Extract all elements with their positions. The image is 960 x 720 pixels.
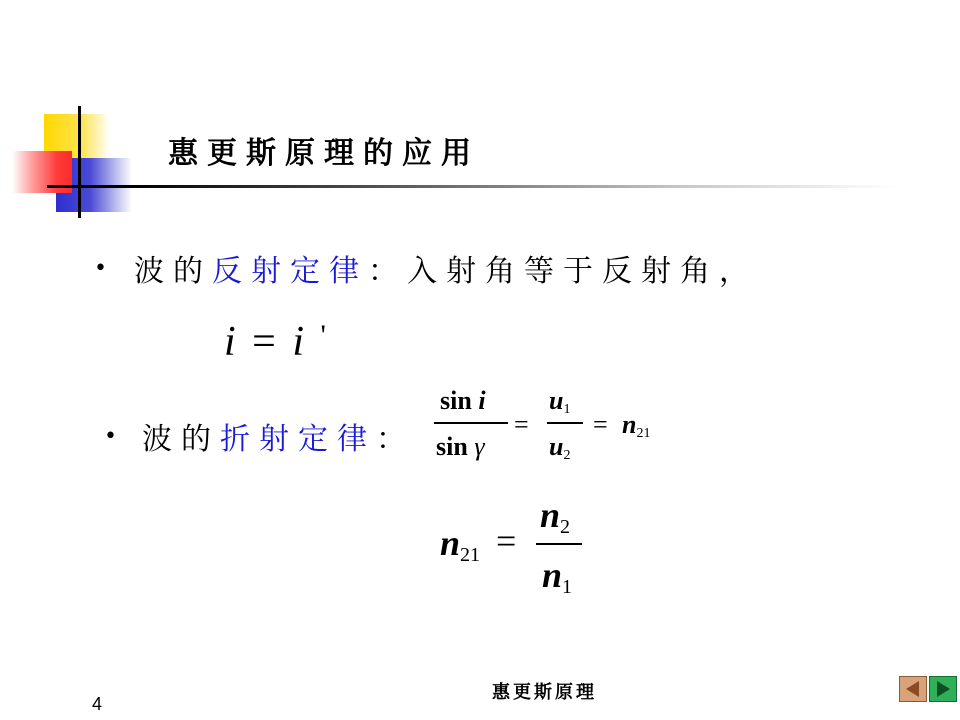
frac2-bar bbox=[547, 422, 583, 424]
eq-1: = bbox=[514, 410, 529, 439]
formula-eq: = bbox=[252, 319, 276, 365]
sub-1: 1 bbox=[563, 402, 571, 417]
page-number: 4 bbox=[92, 694, 103, 714]
triangle-right-icon bbox=[930, 677, 956, 701]
index-denominator bbox=[542, 554, 572, 599]
index-eq: = bbox=[496, 521, 517, 561]
eq-2: = bbox=[593, 410, 608, 439]
index-symbol-n: n bbox=[440, 523, 461, 563]
reflection-prefix: 波的 bbox=[134, 254, 212, 289]
frac2-numerator bbox=[549, 386, 570, 418]
symbol-gamma: γ bbox=[474, 432, 485, 461]
index-sub-2: 2 bbox=[560, 516, 571, 538]
symbol-u-top: u bbox=[549, 386, 564, 415]
sub-21: 21 bbox=[636, 426, 651, 441]
frac1-numerator bbox=[440, 386, 486, 416]
index-numerator bbox=[540, 494, 570, 539]
symbol-i: i bbox=[478, 386, 486, 415]
formula-prime: ' bbox=[320, 319, 326, 352]
bullet-refraction: • bbox=[104, 424, 117, 449]
formula-rhs: i bbox=[292, 319, 305, 365]
reflection-suffix: 入射角等于反射角， bbox=[407, 254, 758, 289]
reflection-formula bbox=[224, 318, 326, 366]
n21-term bbox=[622, 410, 650, 442]
slide-title: 惠更斯原理的应用 bbox=[168, 136, 480, 171]
formula-lhs: i bbox=[224, 319, 236, 365]
next-slide-button[interactable] bbox=[929, 676, 957, 702]
symbol-n: n bbox=[622, 410, 637, 439]
footer-title: 惠更斯原理 bbox=[492, 682, 597, 703]
bullet-reflection: • bbox=[94, 256, 107, 281]
index-num-n: n bbox=[540, 495, 561, 535]
index-den-n: n bbox=[542, 555, 563, 595]
refraction-prefix: 波的 bbox=[142, 422, 220, 457]
prev-slide-button[interactable] bbox=[899, 676, 927, 702]
frac1-bar bbox=[434, 422, 508, 424]
logo-vertical-line bbox=[78, 106, 81, 218]
refraction-term: 折射定律 bbox=[220, 422, 376, 457]
reflection-term: 反射定律 bbox=[212, 254, 368, 289]
symbol-u-bottom: u bbox=[549, 432, 564, 461]
frac2-denominator bbox=[549, 432, 570, 464]
sub-2: 2 bbox=[563, 448, 571, 463]
triangle-left-icon bbox=[900, 677, 926, 701]
index-frac-bar bbox=[536, 543, 582, 545]
sin-word-top: sin bbox=[440, 386, 472, 415]
reflection-colon: ： bbox=[368, 254, 407, 289]
title-underline bbox=[47, 185, 897, 188]
index-sub-21: 21 bbox=[460, 544, 481, 566]
index-sub-1: 1 bbox=[562, 576, 573, 598]
index-lhs bbox=[440, 522, 480, 567]
refraction-line bbox=[142, 414, 415, 458]
reflection-line bbox=[134, 246, 758, 290]
refraction-colon: ： bbox=[376, 422, 415, 457]
frac1-denominator bbox=[436, 432, 485, 462]
sin-word-bottom: sin bbox=[436, 432, 468, 461]
